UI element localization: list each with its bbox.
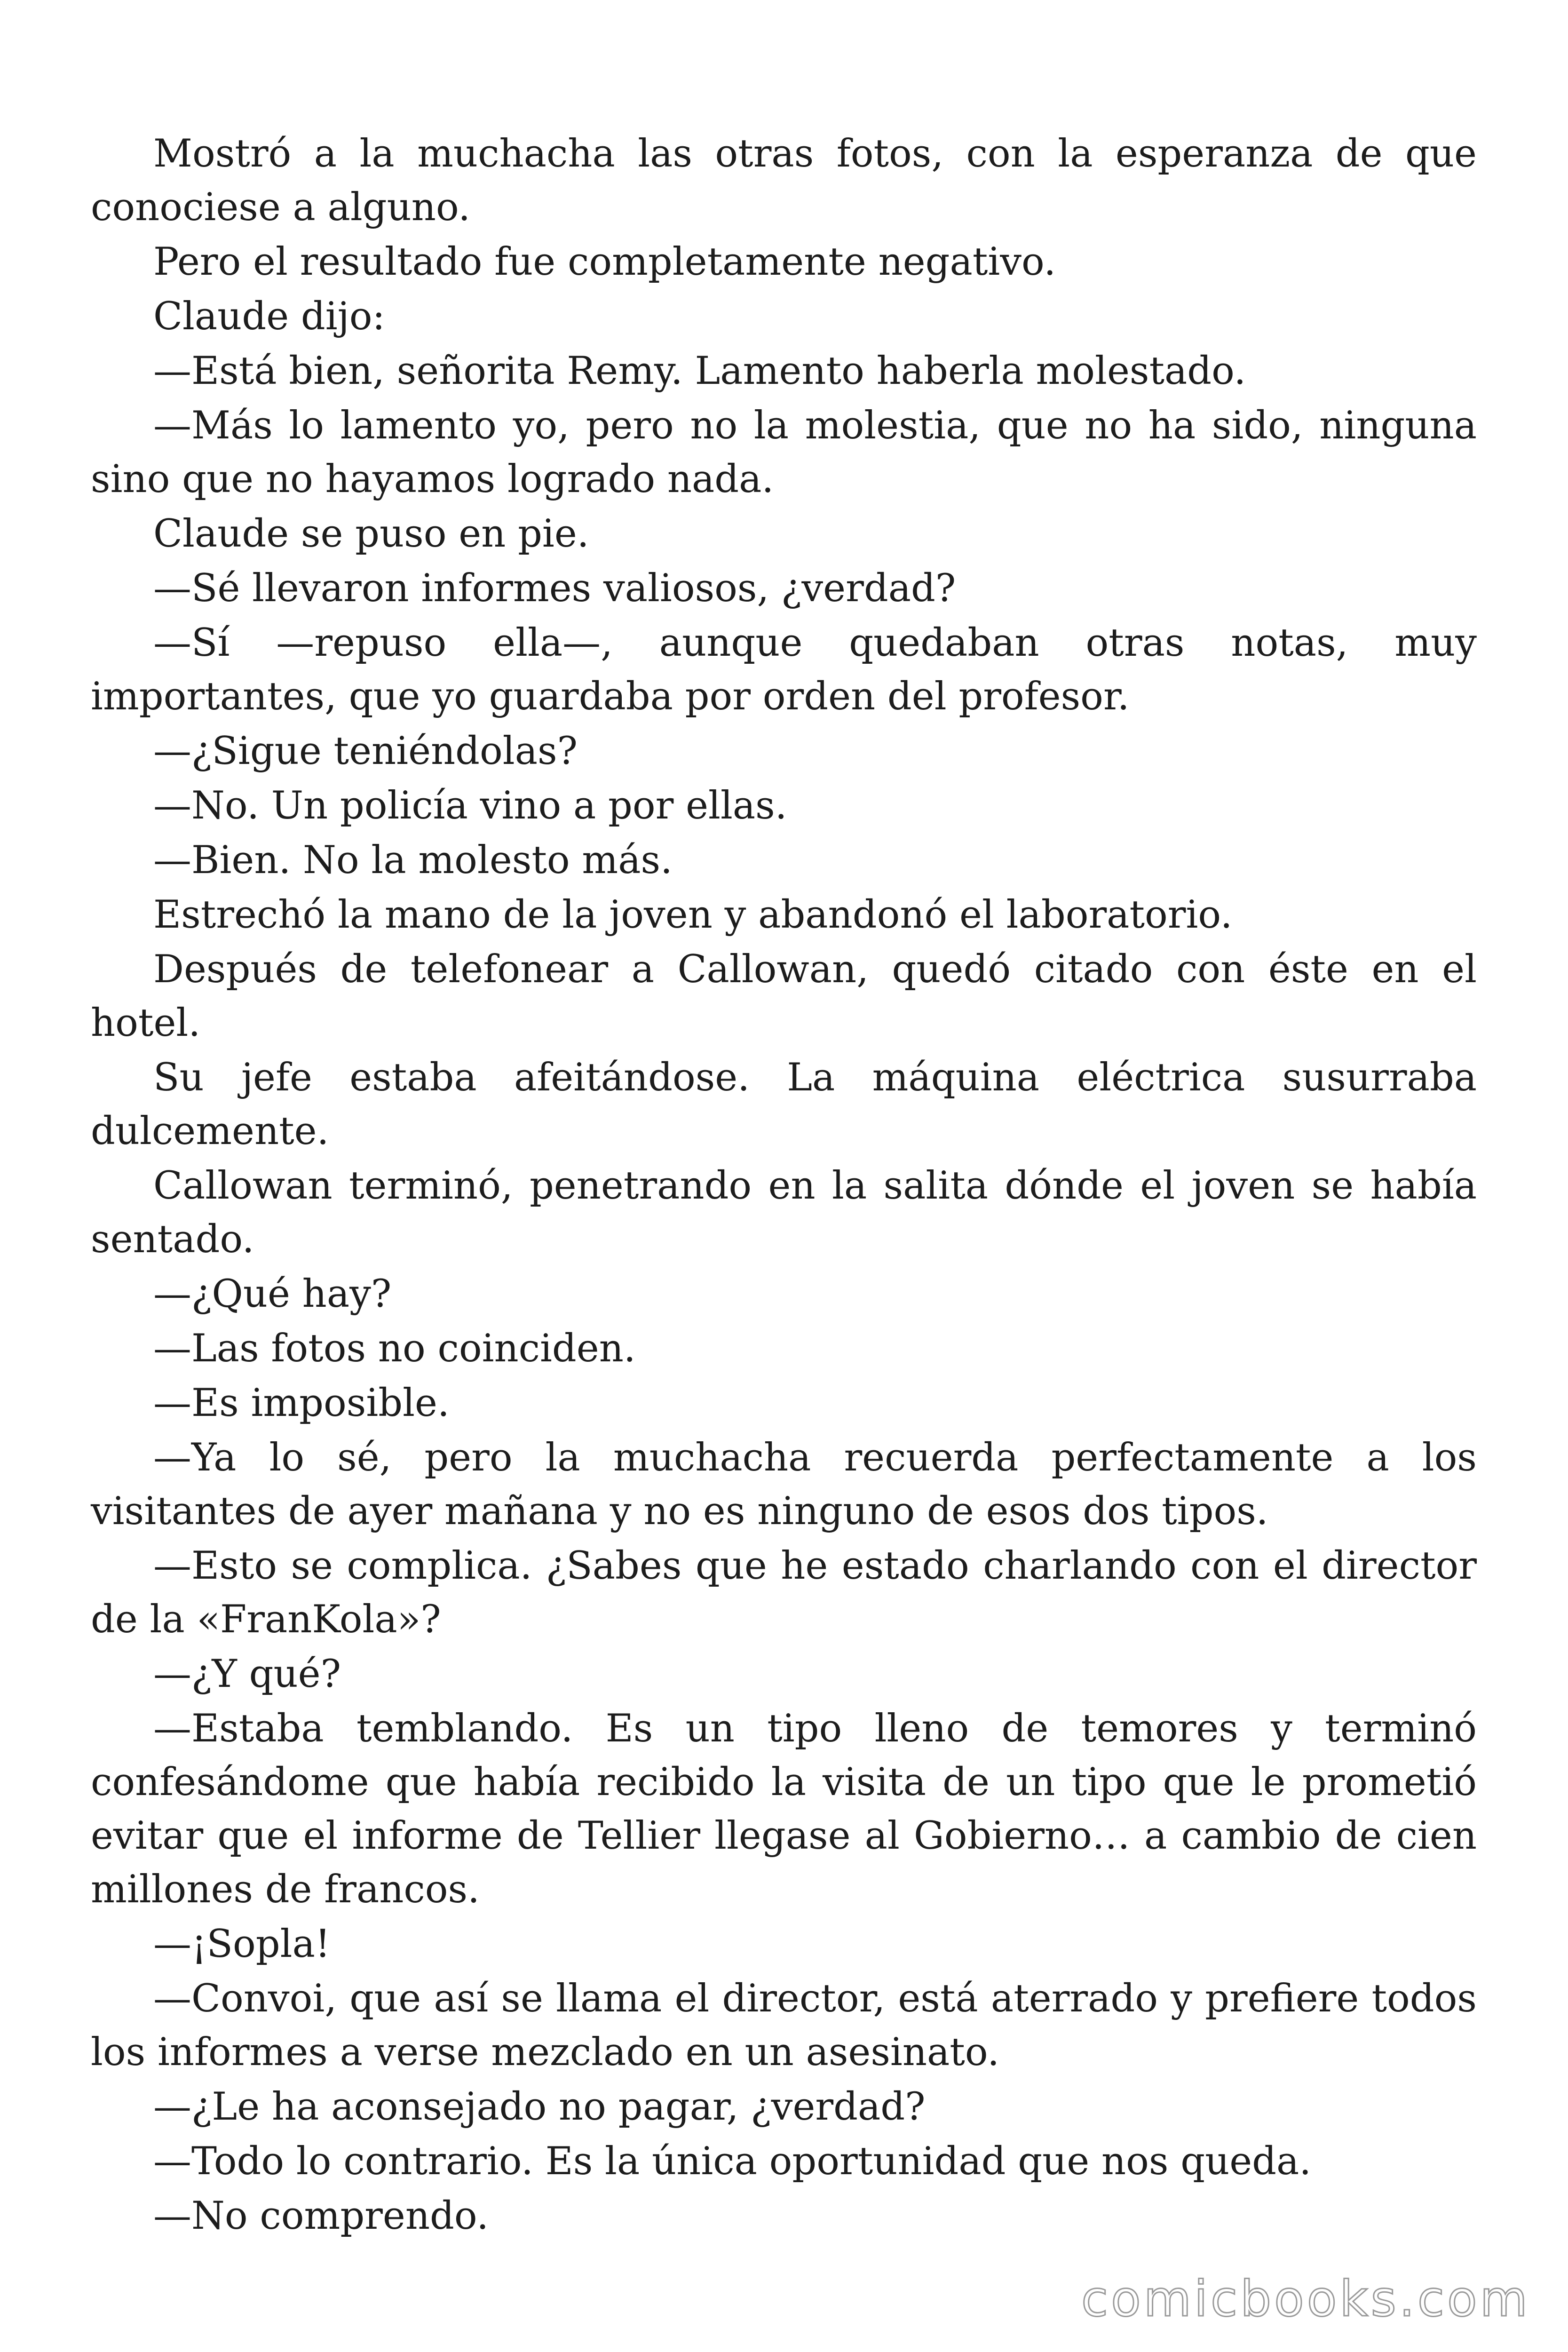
paragraph: —Sé llevaron informes valiosos, ¿verdad? bbox=[153, 566, 956, 611]
paragraph: Mostró a la muchacha las otras fotos, con la esperanza de que conociese a alguno. bbox=[91, 132, 1477, 230]
paragraph: Después de telefonear a Callowan, quedó citado con éste en el hotel. bbox=[91, 947, 1477, 1045]
paragraph: —Más lo lamento yo, pero no la molestia, que no ha sido, ninguna sino que no hayamos logrado nada. bbox=[91, 404, 1477, 501]
paragraph: —¿Sigue teniéndolas? bbox=[153, 729, 578, 773]
paragraph: Su jefe estaba afeitándose. La máquina eléctrica susurraba dulcemente. bbox=[91, 1056, 1477, 1153]
paragraph: —¿Y qué? bbox=[153, 1652, 341, 1696]
paragraph: Claude se puso en pie. bbox=[153, 512, 589, 556]
paragraph: —Bien. No la molesto más. bbox=[153, 838, 673, 882]
paragraph: —Ya lo sé, pero la muchacha recuerda perfectamente a los visitantes de ayer mañana y no es ninguno de esos dos tipos. bbox=[91, 1436, 1477, 1534]
paragraph: —Es imposible. bbox=[153, 1381, 450, 1425]
paragraph: Pero el resultado fue completamente negativo. bbox=[153, 240, 1056, 284]
paragraph: —No. Un policía vino a por ellas. bbox=[153, 784, 787, 828]
paragraph: —¿Qué hay? bbox=[153, 1272, 392, 1316]
paragraph: —Está bien, señorita Remy. Lamento haberla molestado. bbox=[153, 349, 1246, 393]
watermark: comicbooks.com bbox=[1081, 2270, 1530, 2328]
paragraph: —Todo lo contrario. Es la única oportunidad que nos queda. bbox=[153, 2139, 1312, 2184]
paragraph: Estrechó la mano de la joven y abandonó el laboratorio. bbox=[153, 893, 1233, 937]
paragraph: —Convoi, que así se llama el director, está aterrado y prefiere todos los informes a verse mezclado en un asesinato. bbox=[91, 1977, 1477, 2074]
paragraph: —Estaba temblando. Es un tipo lleno de temores y terminó confesándome que había recibido la visita de un tipo que le prometió evitar que el informe de Tellier llegase al Gobierno… a cambio de cien millones de francos. bbox=[91, 1707, 1477, 1912]
paragraph: Callowan terminó, penetrando en la salita dónde el joven se había sentado. bbox=[91, 1164, 1477, 1262]
paragraph: —¡Sopla! bbox=[153, 1922, 331, 1966]
paragraph: —Esto se complica. ¿Sabes que he estado charlando con el director de la «FranKola»? bbox=[91, 1544, 1477, 1642]
paragraph: —¿Le ha aconsejado no pagar, ¿verdad? bbox=[153, 2085, 926, 2129]
paragraph: —Las fotos no coinciden. bbox=[153, 1327, 636, 1371]
paragraph: —No comprendo. bbox=[153, 2194, 489, 2238]
page-text bbox=[91, 127, 1477, 2244]
paragraph: Claude dijo: bbox=[153, 294, 385, 339]
paragraph: —Sí —repuso ella—, aunque quedaban otras notas, muy importantes, que yo guardaba por orden del profesor. bbox=[91, 621, 1477, 719]
